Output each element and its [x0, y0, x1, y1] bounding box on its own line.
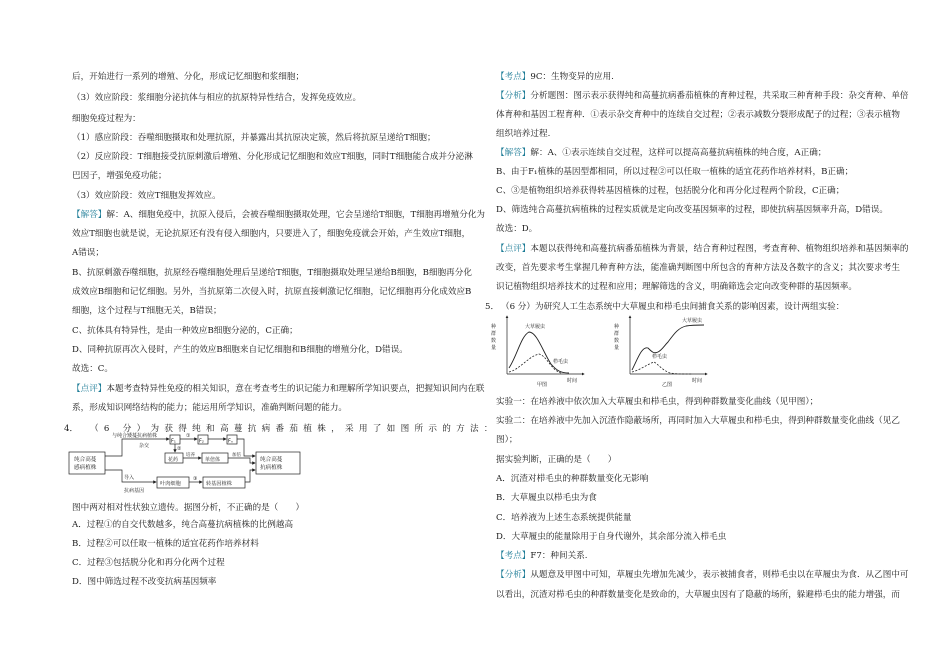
ylabel-4: 量	[614, 345, 620, 351]
option-b: B．过程②可以任取一植株的适宜花药作培养材料	[72, 539, 259, 549]
ylabel-1: 种	[491, 324, 497, 330]
fenxi-line: 【分析】分析题图：图示表示获得纯和高蔓抗病番茄植株的育种过程，共采取三种育种手段：杂交育种、单倍	[496, 91, 909, 101]
comment-line: 【点评】本题考查特异性免疫的相关知识，意在考查考生的识记能力和理解所学知识要点，把握知识间内在联	[72, 384, 485, 394]
step-1-label: ①	[186, 433, 191, 439]
option-a: A．沉渣对栉毛虫的种群数量变化无影响	[496, 474, 649, 484]
answer-line: 【解答】解：A、细胞免疫中，抗原入侵后，会被吞噬细胞摄取处理，它会呈递给T细胞，T细胞再增殖分化为	[72, 210, 486, 220]
text-line: 组织培养过程.	[496, 129, 551, 139]
didinium-label: 栉毛虫	[553, 359, 569, 365]
doubling-text: 加倍	[232, 453, 241, 458]
culture-text: 培养	[186, 453, 195, 458]
option-a: A．过程①的自交代数越多，纯合高蔓抗病植株的比例越高	[72, 520, 294, 530]
kaodian-line: 【考点】9C：生物变异的应用.	[496, 72, 614, 82]
import-text: 导入	[124, 475, 135, 481]
option-c: C．培养液为上述生态系统提供能量	[496, 513, 632, 523]
option-b: B．大草履虫以栉毛虫为食	[496, 493, 597, 503]
leaf-cell-text: 叶肉细胞	[160, 481, 181, 487]
text-line: 细胞，这个过程与T细胞无关，B错误；	[72, 306, 222, 316]
text-line: 体育种和基因工程育种．①表示杂交育种中的连续自交过程；②表示减数分裂形成配子的过程；③表示植物	[496, 110, 900, 120]
xlabel: 时间	[692, 378, 703, 384]
text-line: D、筛选纯合高蔓抗病植株的过程实质就是定向改变基因频率的过程，即使抗病基因频率升高，D错误。	[496, 205, 888, 215]
text-line: 成效应B细胞和记忆细胞。另外，当抗原第二次侵入时，抗原直接刺激记忆细胞，记忆细胞再分化成效应B	[72, 287, 472, 297]
jieda-tag: 【解答】	[72, 210, 107, 220]
cross-label: 与纯合矮蔓抗病植株	[112, 433, 158, 439]
jieda-line: 【解答】解：A、①表示连续自交过程，这样可以提高高蔓抗病植株的纯合度，A正确；	[496, 148, 827, 158]
text-line: （3）效应阶段：效应T细胞发挥效应。	[72, 191, 221, 201]
anther-text: 花药	[168, 457, 179, 463]
text-line: C、抗体具有特异性，是由一种效应B细胞分泌的，C正确；	[72, 326, 298, 336]
haploid-text: 单倍体	[205, 457, 221, 463]
experiment-1: 实验一：在培养液中依次加入大草履虫和栉毛虫，得到种群数量变化曲线（见甲图）；	[496, 397, 819, 407]
text-line: C、③是植物组织培养获得转基因植株的过程，包括脱分化和再分化过程两个阶段，C正确；	[496, 186, 845, 196]
option-d: D．图中筛选过程不改变抗病基因频率	[72, 577, 217, 587]
fn-label: Fₙ	[228, 438, 233, 445]
text-line: 故选：D。	[496, 224, 538, 234]
option-d: D．大草履虫的能量除用于自身代谢外，其余部分流入栉毛虫	[496, 532, 727, 542]
paramecium-curve	[632, 325, 704, 370]
text-line: 系，形成知识网络结构的能力；能运用所学知识，准确判断问题的能力。	[72, 403, 348, 413]
text-line: 故选：C。	[72, 364, 113, 374]
dianping-line: 【点评】本题以获得纯和高蔓抗病番茄植株为背景，结合育种过程图，考查育种、植物组织培养和基因频率的	[496, 244, 909, 254]
text-line: B、由于F₁植株的基因型都相同，所以过程②可以任取一植株的适宜花药作培养材料，B正确；	[496, 167, 854, 177]
text-line: （3）效应阶段：浆细胞分泌抗体与相应的抗原特异性结合，发挥免疫效应。	[72, 93, 362, 103]
ylabel-2: 群	[491, 331, 497, 337]
start-box-text-1: 纯合高蔓	[74, 457, 97, 463]
text-line: （1）感应阶段：吞噬细胞摄取和处理抗原，并暴露出其抗原决定簇，然后将抗原呈递给T细胞；	[72, 133, 436, 143]
paramecium-curve	[509, 332, 569, 373]
text-line: 巴因子，增强免疫功能；	[72, 171, 167, 181]
judge-line: 据实验判断，正确的是（ ）	[496, 455, 617, 465]
dianping-tag: 【点评】	[496, 244, 531, 254]
dianping-tag: 【点评】	[72, 384, 107, 394]
graph-jia	[489, 312, 599, 388]
paramecium-label: 大草履虫	[682, 318, 703, 324]
fenxi-tag: 【分析】	[496, 570, 531, 580]
fenxi-line: 【分析】从题意及甲图中可知，草履虫先增加先减少，表示被捕食者，则栉毛虫以在草履虫为食．从乙图中可	[496, 570, 909, 580]
option-c: C．过程③包括脱分化和再分化两个过程	[72, 558, 225, 568]
ylabel-3: 数	[614, 338, 620, 344]
f1-label: F₁	[171, 438, 176, 445]
question-stem: （6 分）为研究人工生态系统中大草履虫和栉毛虫间捕食关系的影响因素，设计两组实验：	[501, 302, 845, 312]
text-line: 效应T细胞也就是说，无论抗原还有没有侵入细胞内，只要进入了，细胞免疫就会开始，产生效应T细胞，	[72, 229, 471, 239]
result-box-text-1: 纯合高蔓	[260, 457, 283, 463]
paramecium-label: 大草履虫	[525, 324, 546, 330]
text-line: 图）；	[496, 435, 518, 445]
experiment-2: 实验二：在培养液中先加入沉渣作隐蔽场所，再同时加入大草履虫和栉毛虫，得到种群数量变化曲线（见乙	[496, 416, 900, 426]
text-line: A错误；	[72, 248, 104, 258]
text-line: 识记植物组织培养技术的过程和应用；理解筛选的含义，明确筛选会定向改变种群的基因频率。	[496, 282, 857, 292]
fenxi-tag: 【分析】	[496, 91, 531, 101]
graph-caption: 甲图	[537, 382, 548, 388]
text-line: 以看出，沉渣对栉毛虫的种群数量变化是致命的，大草履虫因有了隐蔽的场所，躲避栉毛虫的能力增强，而	[496, 590, 900, 600]
question-stem: （6 分）为获得纯和高蔓抗病番茄植株，采用了如图所示的方法：	[90, 424, 498, 434]
xlabel: 时间	[567, 378, 578, 384]
question-number: 4．	[64, 424, 79, 434]
question-text: 图中两对相对性状独立遗传。据图分析，不正确的是（ ）	[72, 503, 305, 513]
transgenic-text: 转基因植株	[206, 481, 232, 487]
step-2-label: ②	[177, 446, 182, 452]
ylabel-3: 数	[491, 338, 497, 344]
didinium-label: 栉毛虫	[652, 354, 668, 360]
text-line: D、同种抗原再次入侵时，产生的效应B细胞来自记忆细胞和B细胞的增殖分化，D错误。	[72, 345, 408, 355]
start-box-text-2: 感病植株	[74, 465, 97, 471]
graph-caption: 乙图	[662, 382, 673, 388]
text-line: （2）反应阶段：T细胞接受抗原刺激后增殖、分化形成记忆细胞和效应T细胞，同时T细胞能合成并分泌淋	[72, 152, 473, 162]
kaodian-tag: 【考点】	[496, 72, 531, 82]
text-line: 后，开始进行一系列的增殖、分化，形成记忆细胞和浆细胞；	[72, 72, 305, 82]
text-line: 细胞免疫过程为：	[72, 114, 141, 124]
ylabel-2: 群	[614, 331, 620, 337]
didinium-curve	[632, 362, 692, 374]
text-line: B、抗原刺激吞噬细胞，抗原经吞噬细胞处理后呈递给T细胞，T细胞摄取处理呈递给B细胞，B细胞再分化	[72, 268, 472, 278]
graph-yi	[612, 312, 722, 388]
ylabel-4: 量	[491, 345, 497, 351]
resistance-gene-text: 抗病基因	[124, 488, 145, 494]
kaodian-tag: 【考点】	[496, 551, 531, 561]
breeding-diagram	[62, 430, 312, 495]
question-number: 5．	[485, 302, 500, 312]
f2-label: F₂	[199, 438, 204, 445]
kaodian-line: 【考点】F7：种间关系.	[496, 551, 588, 561]
result-box-text-2: 抗病植株	[260, 465, 283, 471]
step-3-label: ③	[193, 476, 198, 482]
cross-word: 杂交	[139, 443, 150, 449]
ylabel-1: 种	[614, 324, 620, 330]
text-line: 改变，首先要求考生掌握几种育种方法，能准确判断图中所包含的育种方法及各数字的含义；其次要求考生	[496, 263, 900, 273]
jieda-tag: 【解答】	[496, 148, 531, 158]
